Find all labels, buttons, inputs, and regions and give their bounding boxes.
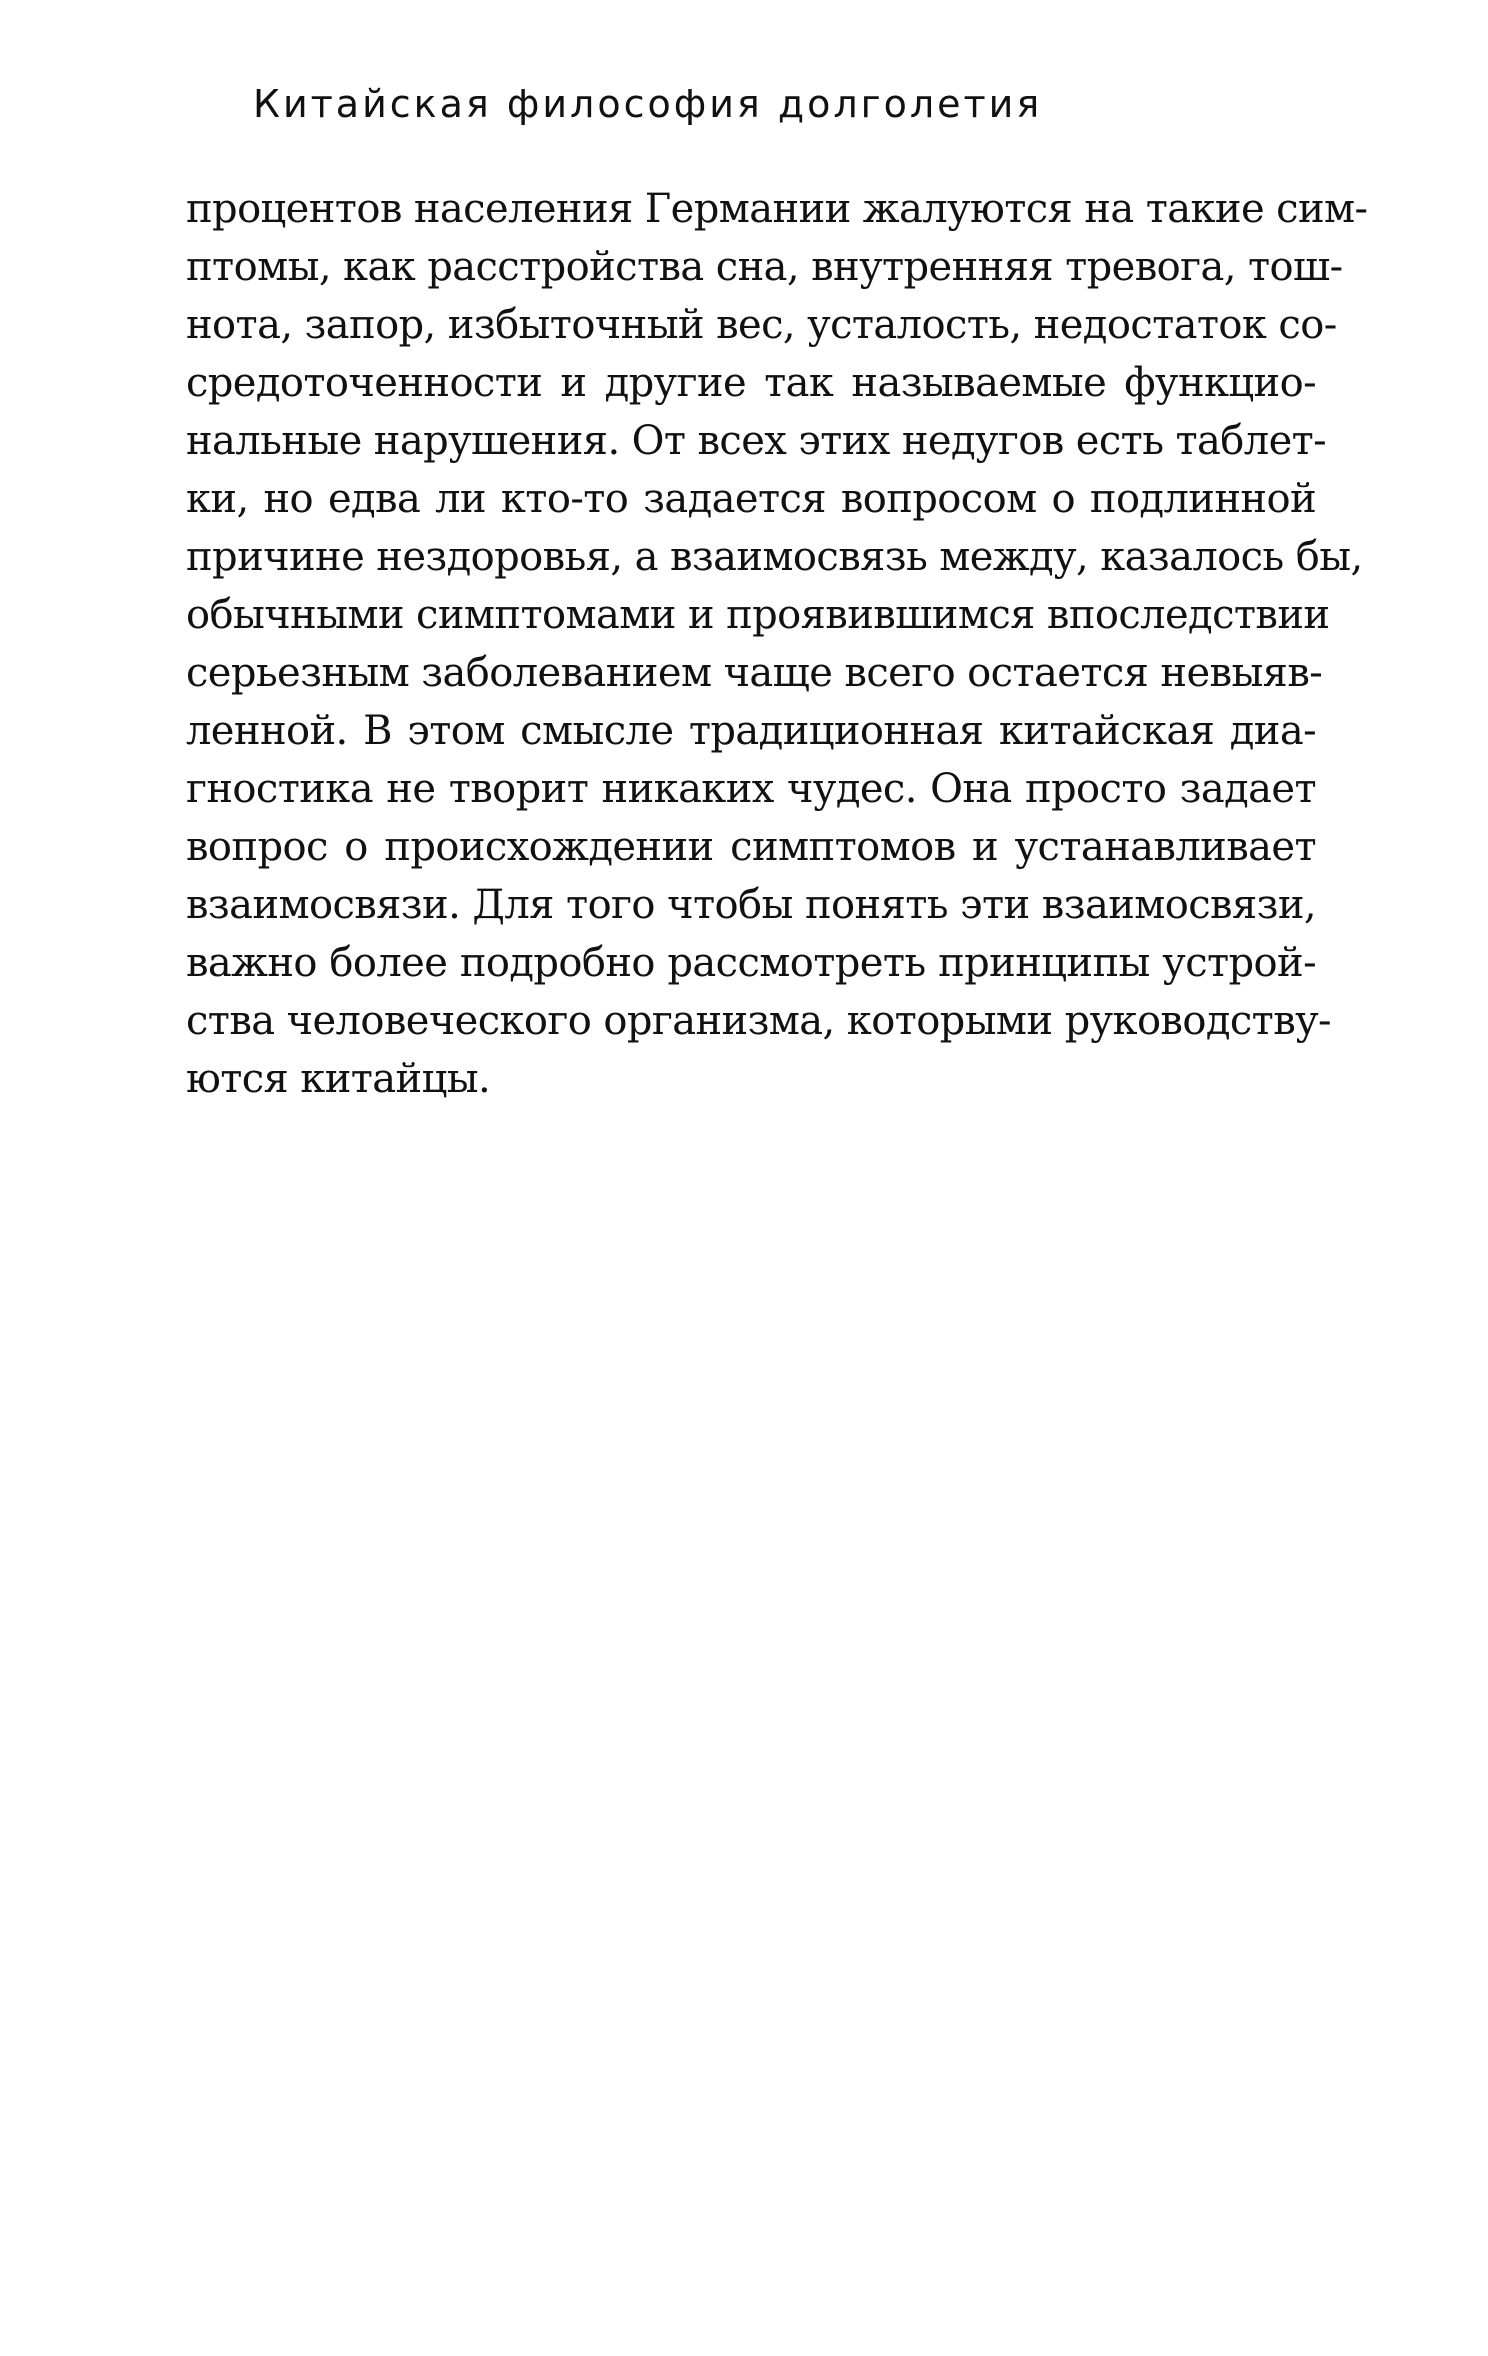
text-line: нота, запор, избыточный вес, усталость, недостаток со- [186,302,1337,348]
text-line: вопрос о происхождении симптомов и устанавливает [186,824,1316,870]
text-line: ства человеческого организма, которыми руководству- [186,998,1331,1044]
text-line: нальные нарушения. От всех этих недугов есть таблет- [186,418,1327,464]
body-paragraph [186,180,1368,1108]
text-line: птомы, как расстройства сна, внутренняя тревога, тош- [186,244,1343,290]
running-head: Китайская философия долголетия [253,82,1043,126]
text-line: ленной. В этом смысле традиционная китайская диа- [186,708,1316,754]
text-line: серьезным заболеванием чаще всего остается невыяв- [186,650,1323,696]
text-line: причине нездоровья, а взаимосвязь между, казалось бы, [186,534,1363,580]
text-line: гностика не творит никаких чудес. Она просто задает [186,766,1316,812]
text-line: процентов населения Германии жалуются на такие сим- [186,186,1368,232]
text-line: взаимосвязи. Для того чтобы понять эти взаимосвязи, [186,882,1316,928]
text-line: обычными симптомами и проявившимся впоследствии [186,592,1330,638]
text-line-last: ются китайцы. [186,1056,491,1102]
text-line: ки, но едва ли кто-то задается вопросом о подлинной [186,476,1316,522]
text-line: средоточенности и другие так называемые функцио- [186,360,1316,406]
text-line: важно более подробно рассмотреть принципы устрой- [186,940,1316,986]
